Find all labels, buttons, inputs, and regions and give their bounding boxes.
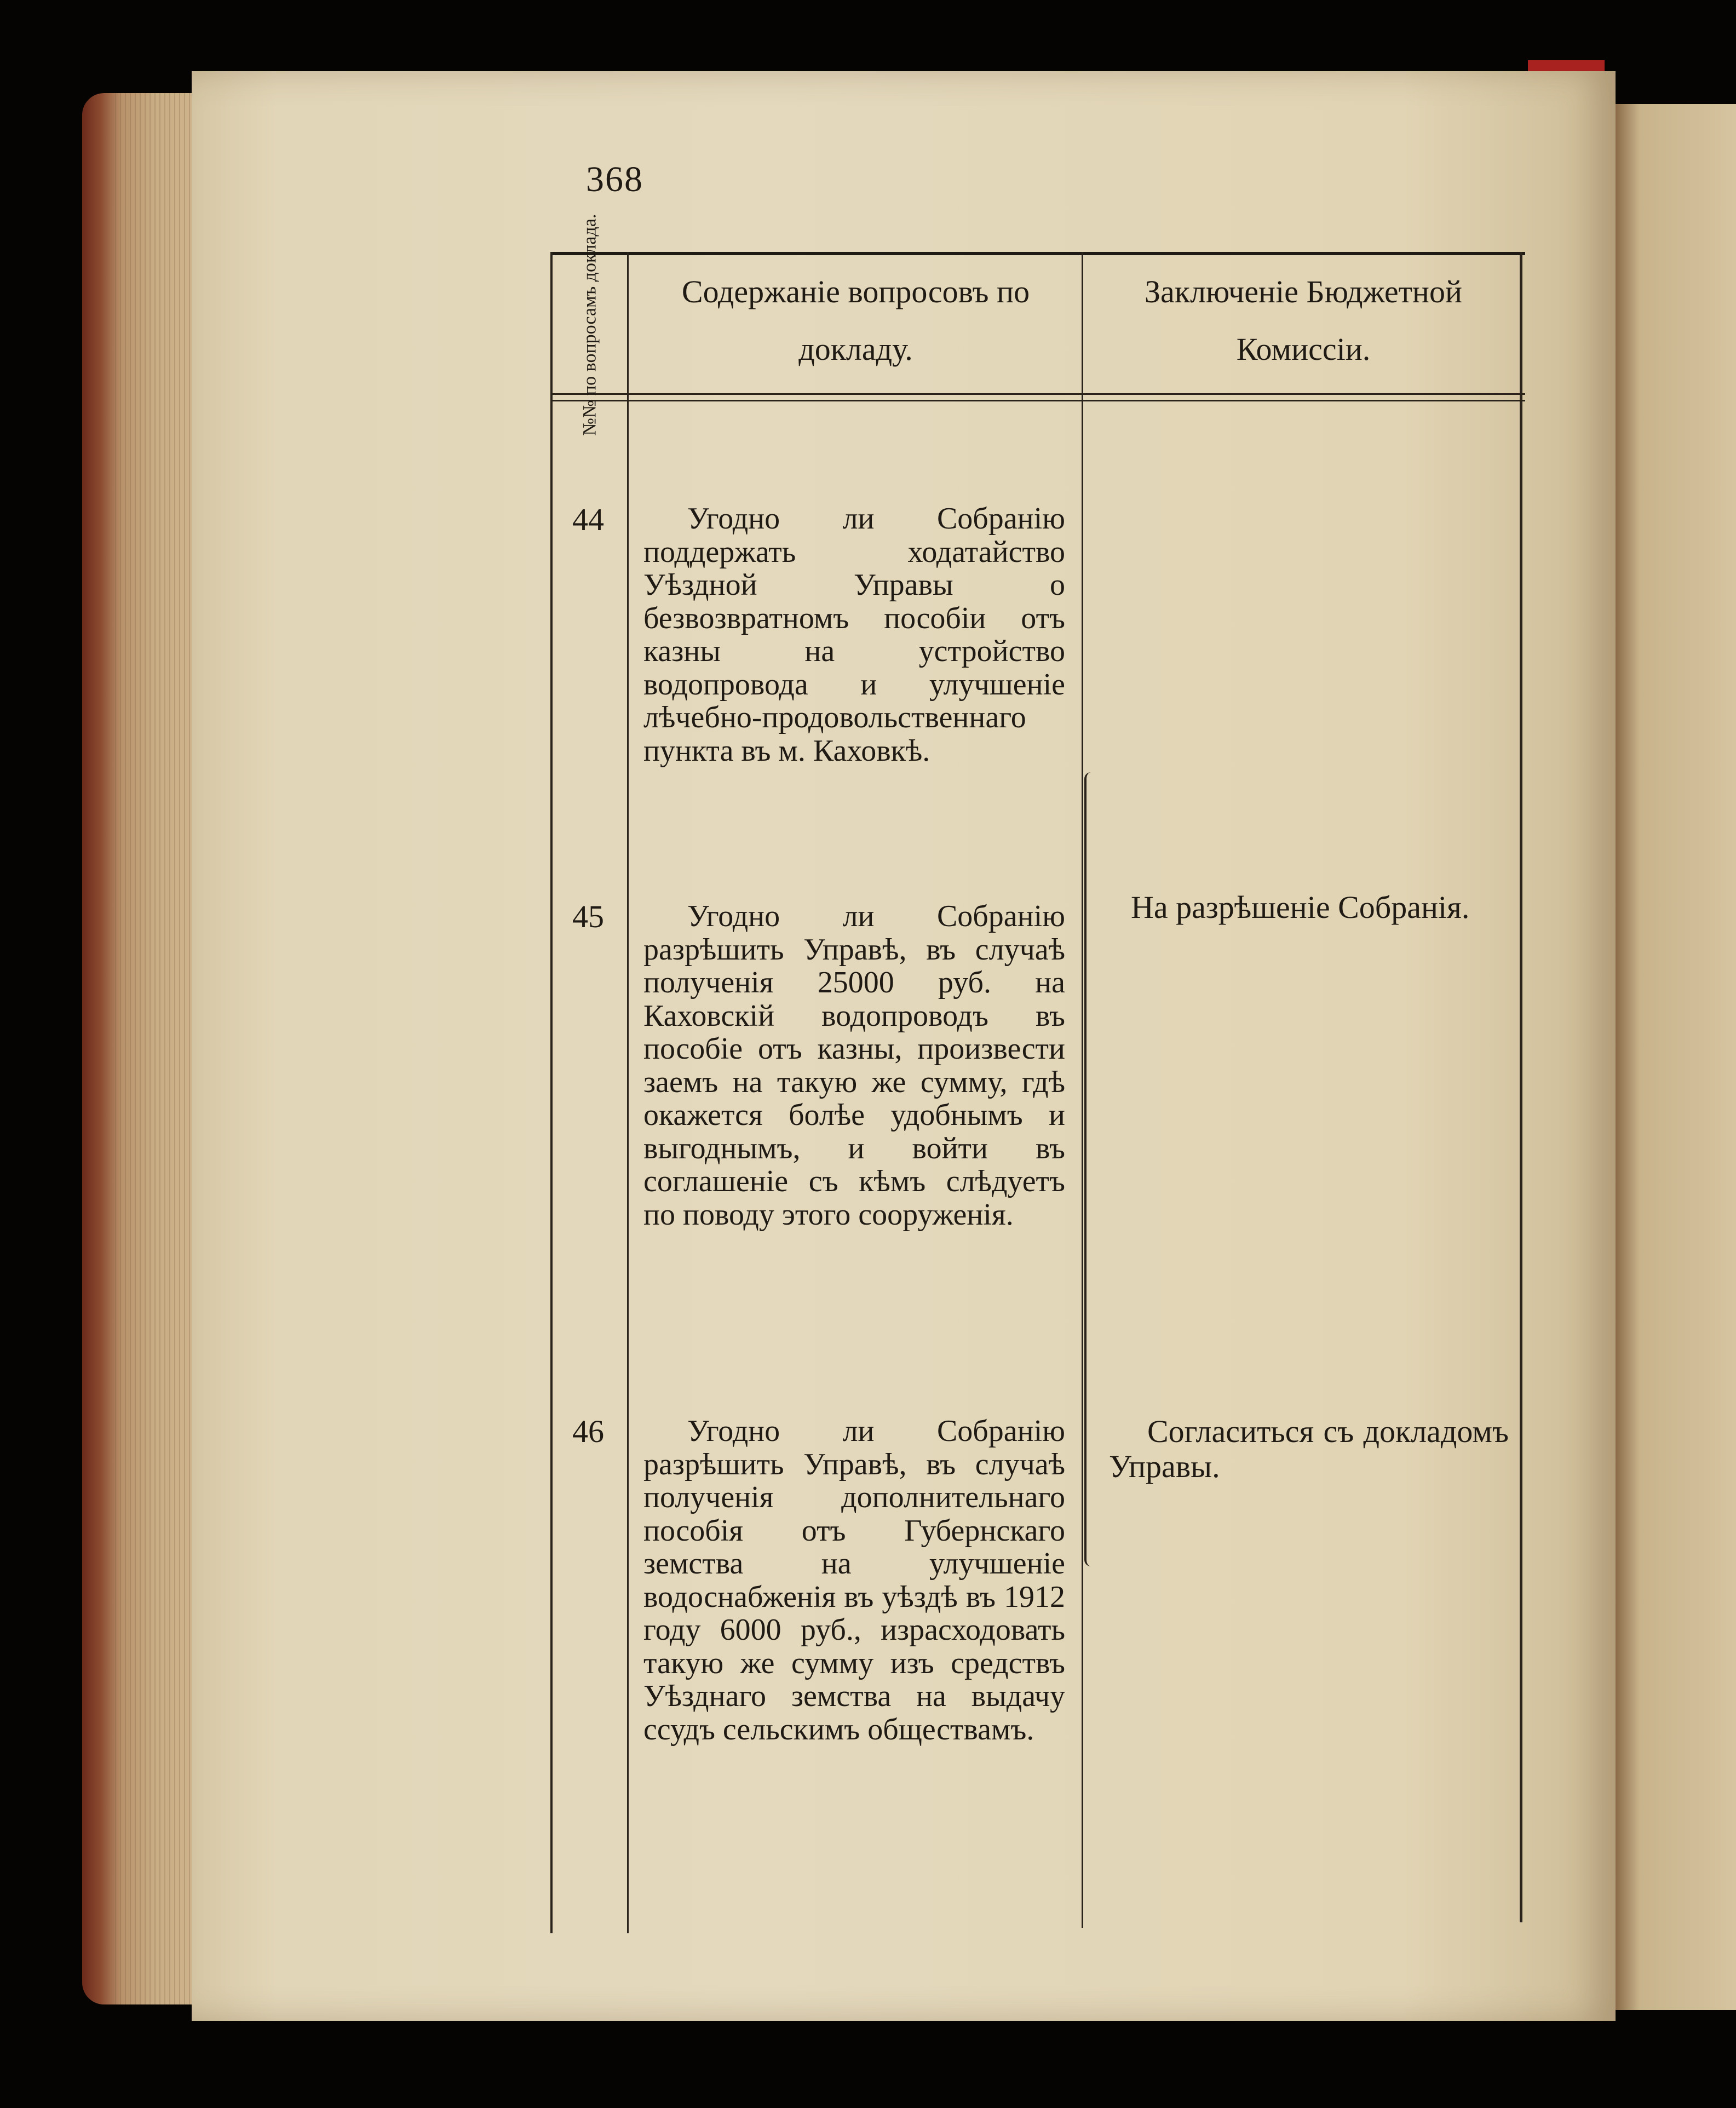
conclusion-brace (1084, 772, 1095, 1566)
column-rule-number (627, 252, 629, 1933)
column-rule-left (550, 252, 553, 1933)
conclusion-rows-44-45: На разрѣшеніе Собранія. (1131, 889, 1470, 925)
column-rule-right (1520, 252, 1522, 1922)
row-number-45: 45 (572, 899, 604, 934)
row-number-46: 46 (572, 1414, 604, 1449)
column-rule-middle (1082, 252, 1083, 1928)
header-rule (550, 393, 1525, 395)
conclusion-row-46: Согласиться съ докладомъ Управы. (1109, 1414, 1509, 1484)
header-content-column: Содержаніе вопросовъ по докладу. (681, 274, 1030, 367)
row-question-46: Угодно ли Собранію разрѣшить Управѣ, въ случаѣ полученія дополнительнаго пособія отъ Губернскаго земства на улучшеніе водоснабженія въ уѣздѣ въ 1912 году 6000 руб., израсходовать такую же сумму изъ средствъ Уѣзднаго земства на выдачу ссудъ сельскимъ обществамъ. (643, 1414, 1065, 1747)
header-rule-double (550, 400, 1525, 401)
row-number-44: 44 (572, 502, 604, 537)
header-number-label: №№ по вопросамъ доклада. (579, 214, 600, 435)
table-top-rule (550, 252, 1525, 255)
budget-table (550, 214, 1525, 1933)
page-number: 368 (586, 159, 643, 199)
facing-page-edge (1616, 104, 1736, 2010)
header-number-column (555, 214, 625, 435)
row-question-45: Угодно ли Собранію разрѣшить Управѣ, въ случаѣ полученія 25000 руб. на Каховскій водопроводъ въ пособіе отъ казны, произвести заемъ на такую же сумму, гдѣ окажется болѣе удобнымъ и выгоднымъ, и войти въ соглашеніе съ кѣмъ слѣдуетъ по поводу этого сооруженія. (643, 899, 1065, 1232)
row-question-44: Угодно ли Собранію поддержать ходатайство Уѣздной Управы о безвозвратномъ пособіи отъ казны на устройство водопровода и улучшеніе лѣчебно-продовольственнаго пункта въ м. Каховкѣ. (643, 502, 1065, 768)
header-conclusion-column: Заключеніе Бюджетной Комиссіи. (1144, 274, 1463, 367)
